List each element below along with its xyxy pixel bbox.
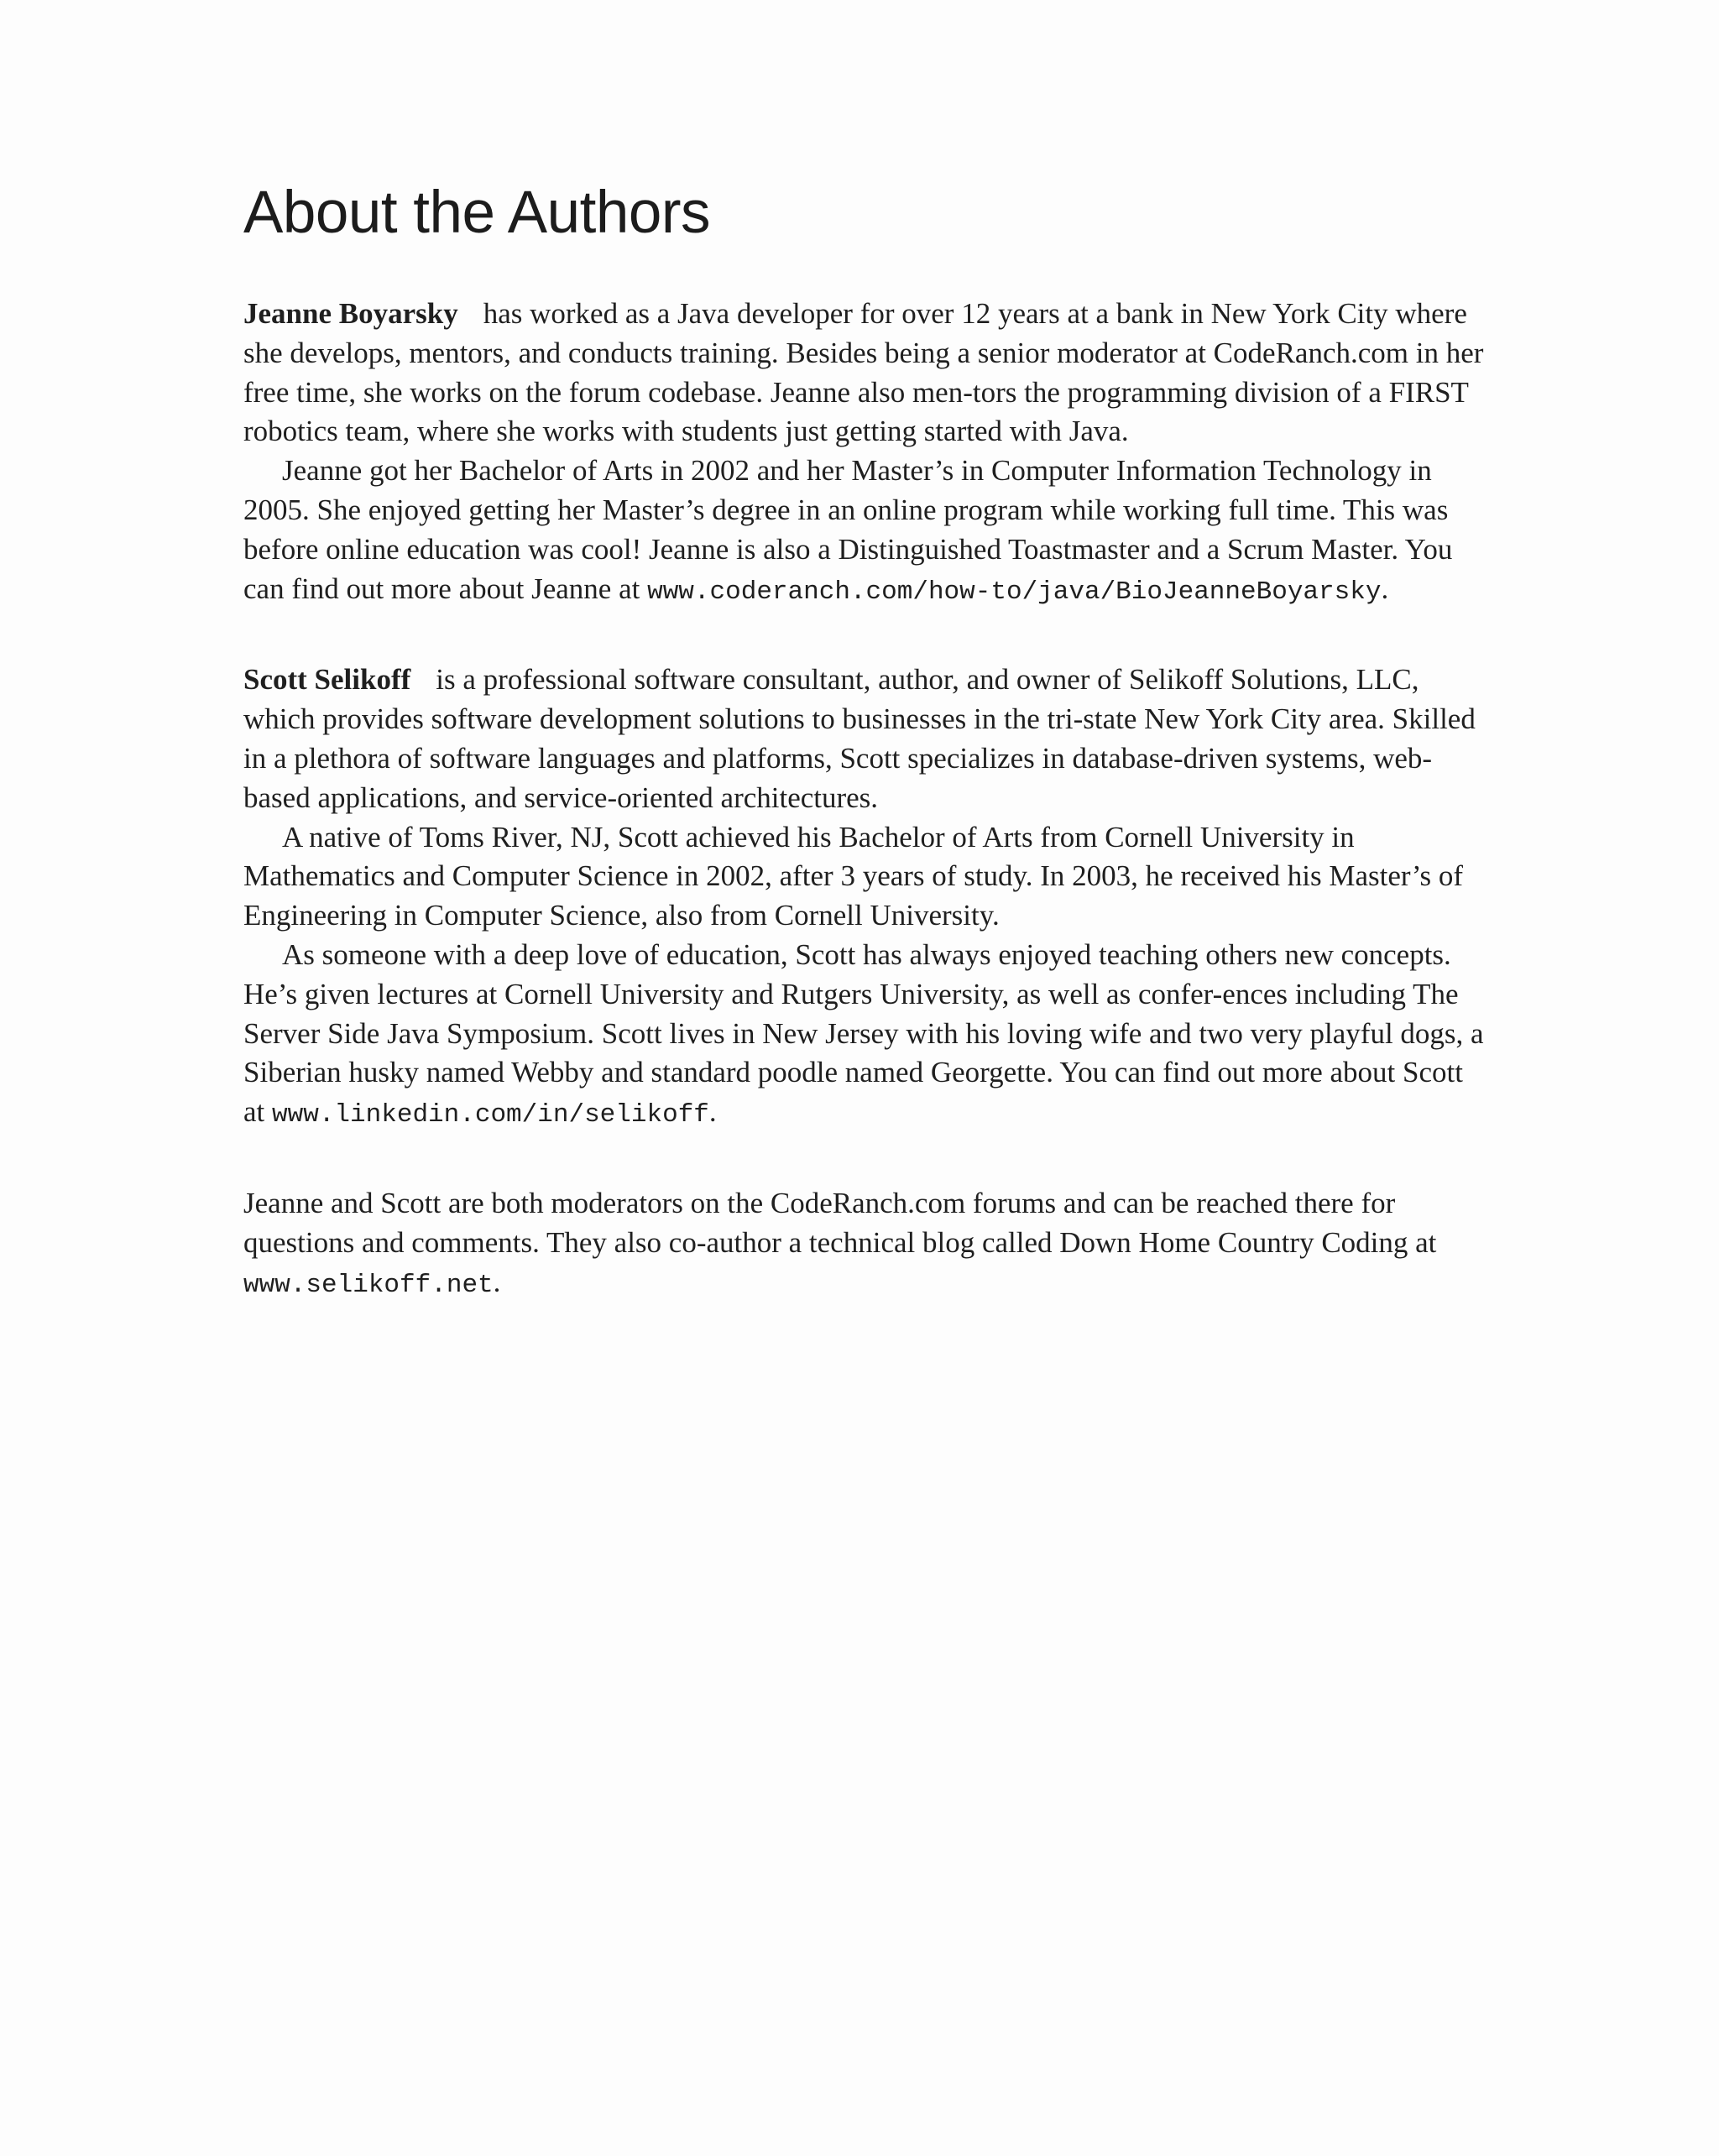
jeanne-bio-text-1: has worked as a Java developer for over 12 years at a bank in New York City where she develops, mentors, and conducts training. Besides being a senior moderator at CodeRanch.com in her free time, she works on the forum codebase. Jeanne also men-tors the programming division of a FIRST robotics team, where she works with students just getting started with Java. (243, 297, 1484, 448)
jeanne-bio (243, 295, 1486, 612)
blog-url: www.selikoff.net (243, 1270, 494, 1300)
jeanne-bio-text-2: Jeanne got her Bachelor of Arts in 2002 and her Master’s in Computer Information Technology in 2005. She enjoyed getting her Master’s degree in an online program while working full time. This was before online education was cool! Jeanne is also a Distinguished Toastmaster and a Scrum Master. You can find out more about Jeanne at (243, 454, 1453, 605)
blog-url-period: . (493, 1265, 501, 1298)
scott-bio-text-2: A native of Toms River, NJ, Scott achieved his Bachelor of Arts from Cornell University in Mathematics and Computer Science in 2002, after 3 years of study. In 2003, he received his Master’s of Engineering in Computer Science, also from Cornell University. (243, 820, 1464, 932)
scott-bio-url-period: . (708, 1095, 717, 1129)
jeanne-bio-url: www.coderanch.com/how-to/java/BioJeanneBoyarsky (647, 577, 1382, 607)
closing-paragraph (243, 1184, 1486, 1305)
scott-bio (243, 660, 1486, 1135)
scott-bio-text-1: is a professional software consultant, author, and owner of Selikoff Solutions, LLC, which provides software development solutions to businesses in the tri-state New York City area. Skilled in a plethora of software languages and platforms, Scott specializes in database-driven systems, web-based applications, and service-oriented architectures. (243, 663, 1476, 814)
author-name-jeanne: Jeanne Boyarsky (243, 297, 458, 331)
scott-bio-url: www.linkedin.com/in/selikoff (272, 1100, 709, 1130)
scott-bio-paragraph-2 (243, 818, 1486, 936)
jeanne-bio-paragraph-1 (243, 295, 1486, 452)
jeanne-bio-paragraph-2 (243, 452, 1486, 612)
author-name-scott: Scott Selikoff (243, 663, 411, 697)
about-authors-page (243, 180, 1486, 1354)
scott-bio-paragraph-3 (243, 936, 1486, 1135)
closing-note (243, 1184, 1486, 1305)
page-title: About the Authors (243, 180, 710, 246)
closing-text: Jeanne and Scott are both moderators on the CodeRanch.com forums and can be reached there for questions and comments. They also co-author a technical blog called Down Home Country Coding at (243, 1187, 1437, 1259)
scott-bio-paragraph-1 (243, 660, 1486, 817)
scott-bio-text-3: As someone with a deep love of education, Scott has always enjoyed teaching others new concepts. He’s given lectures at Cornell University and Rutgers University, as well as confer-ences including The Server Side Java Symposium. Scott lives in New Jersey with his loving wife and two very playful dogs, a Siberian husky named Webby and standard poodle named Georgette. You can find out more about Scott at (243, 938, 1484, 1129)
jeanne-bio-url-period: . (1381, 572, 1389, 605)
